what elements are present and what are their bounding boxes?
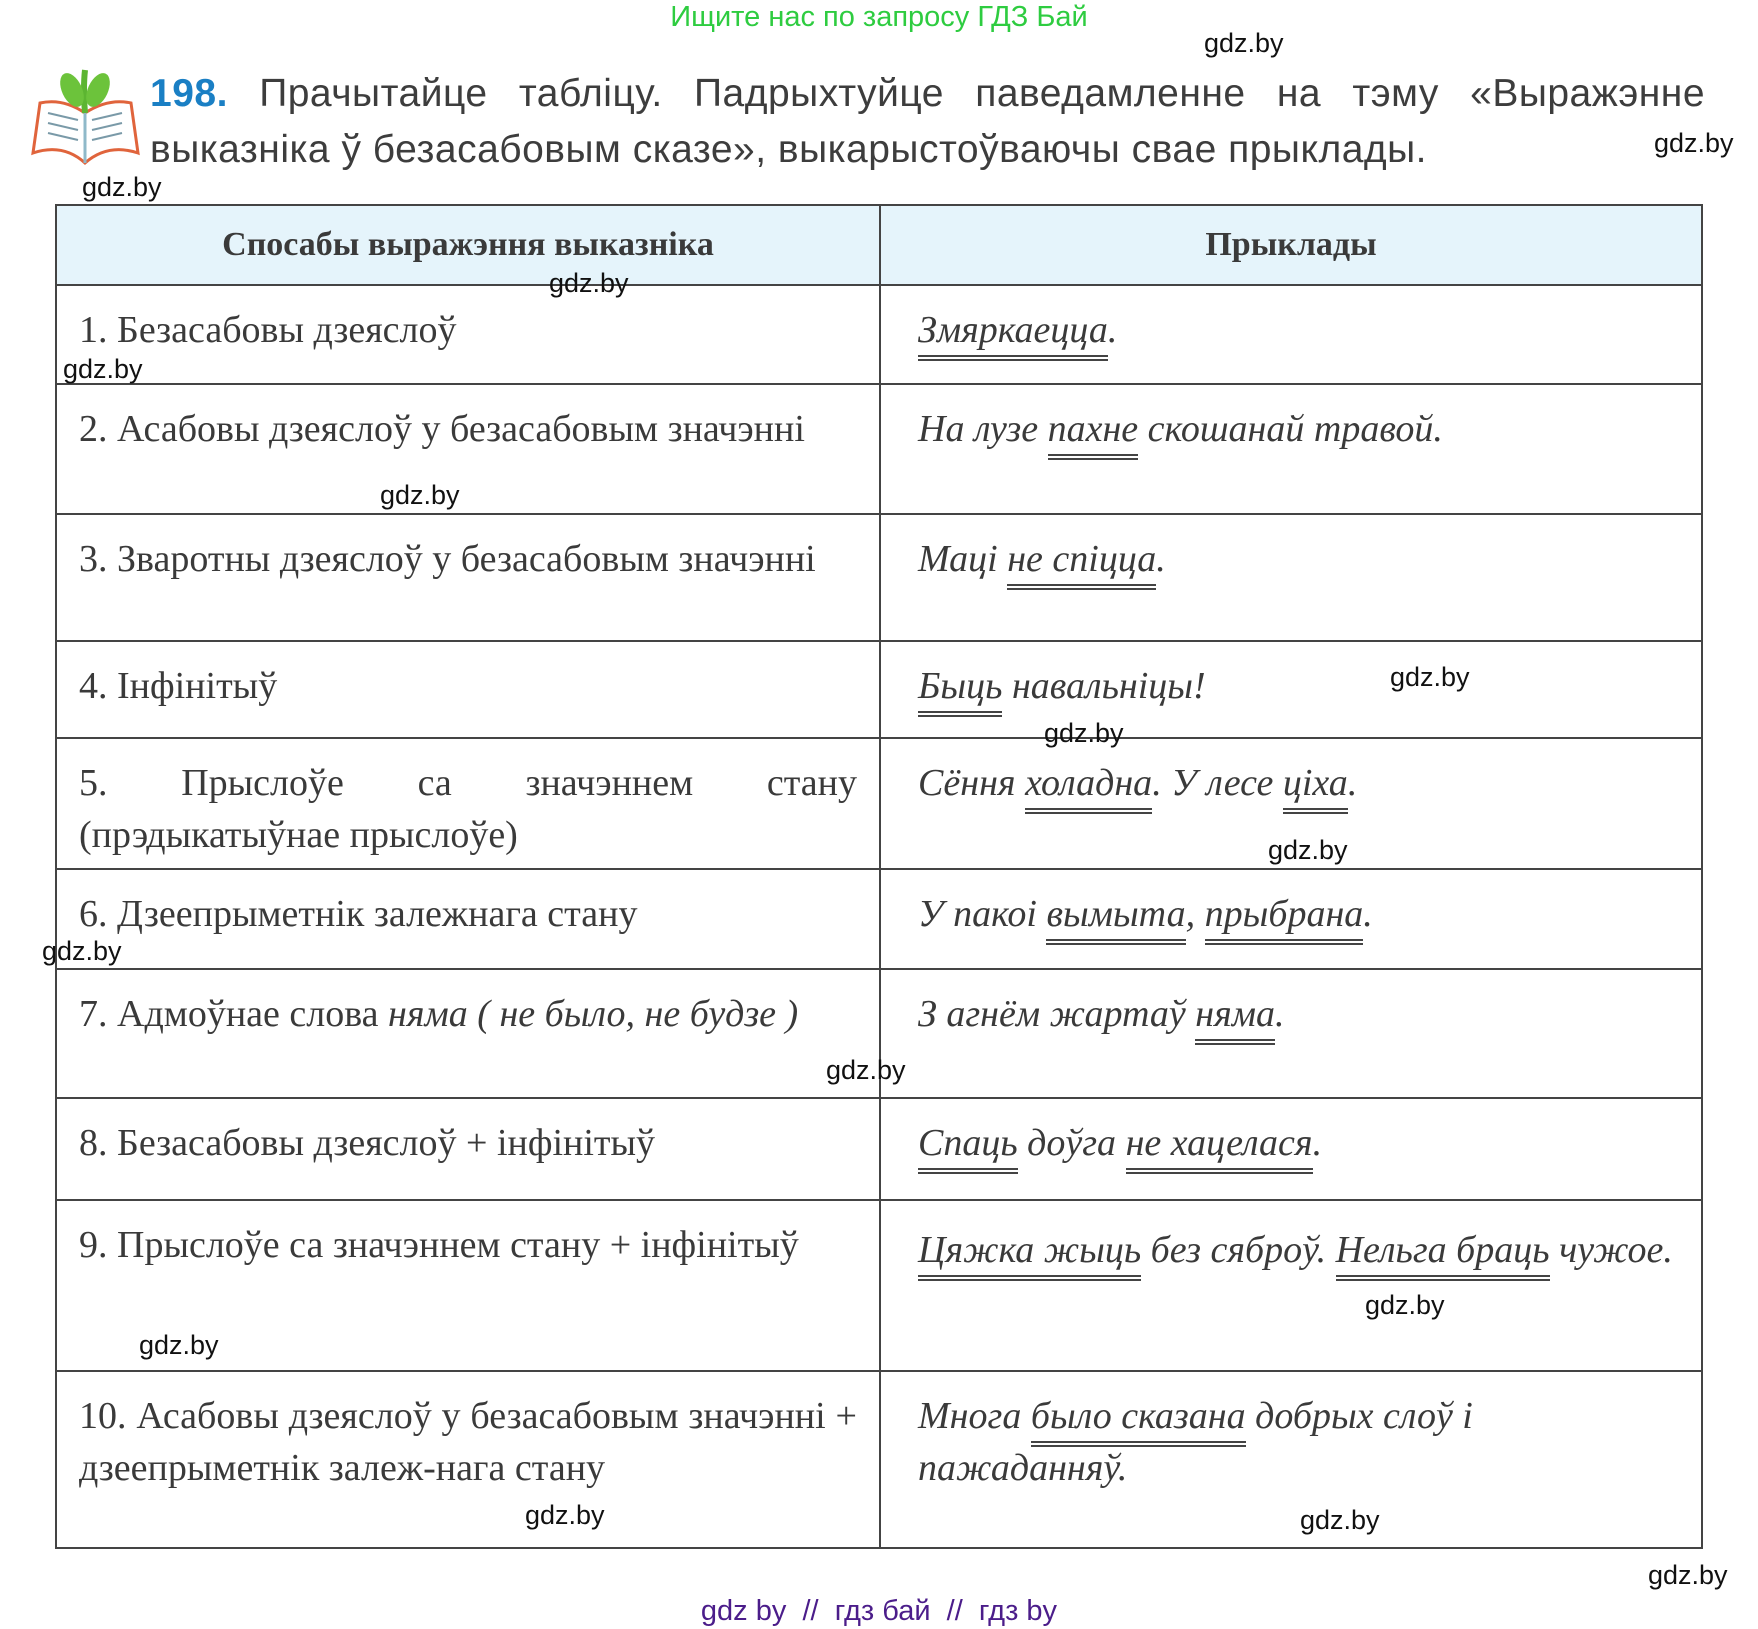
- task-text: [150, 66, 1705, 178]
- text-segment: . У лесе: [1152, 762, 1283, 804]
- predicate-underlined: холадна: [1025, 762, 1152, 814]
- example-cell: [880, 869, 1702, 969]
- predicate-underlined: ціха: [1283, 762, 1348, 814]
- example-cell: [880, 641, 1702, 738]
- text-segment: 9. Прыслоўе са значэннем стану + інфінітыў: [79, 1224, 799, 1266]
- watermark: gdz.by: [1648, 1560, 1728, 1590]
- watermark: gdz.by: [826, 1055, 906, 1085]
- table-row: [56, 514, 1702, 641]
- text-segment: 8. Безасабовы дзеяслоў + інфінітыў: [79, 1122, 656, 1164]
- text-segment: На лузе: [918, 408, 1048, 450]
- watermark: gdz.by: [1654, 128, 1734, 158]
- predicate-underlined: не спіцца: [1007, 538, 1156, 590]
- watermark: gdz.by: [1390, 662, 1470, 692]
- text-segment: 4. Інфінітыў: [79, 665, 278, 707]
- method-cell: [56, 969, 880, 1098]
- book-sprout-icon: [28, 68, 143, 168]
- text-segment: няма ( не было, не будзе ): [388, 993, 799, 1035]
- text-segment: Маці: [918, 538, 1008, 580]
- example-cell: [880, 1098, 1702, 1200]
- method-cell: [56, 514, 880, 641]
- text-segment: 5. Прыслоўе са значэннем стану (прэдыкатыўнае прыслоўе): [79, 762, 857, 856]
- table-row: [56, 869, 1702, 969]
- text-segment: 10. Асабовы дзеяслоў у безасабовым значэнні + дзеепрыметнік залеж-нага стану: [79, 1395, 857, 1489]
- example-cell: [880, 969, 1702, 1098]
- table-row: [56, 1200, 1702, 1371]
- predicate-underlined: Змяркаецца: [918, 309, 1108, 361]
- method-cell: [56, 285, 880, 384]
- example-cell: [880, 1200, 1702, 1371]
- example-cell: [880, 514, 1702, 641]
- table-row: [56, 1098, 1702, 1200]
- text-segment: .: [1347, 762, 1358, 804]
- bottom-banner: gdz by // гдз бай // гдз by: [700, 1595, 1058, 1627]
- method-cell: [56, 1098, 880, 1200]
- text-segment: 2. Асабовы дзеяслоў у безасабовым значэнні: [79, 408, 805, 450]
- text-segment: 1. Безасабовы дзеяслоў: [79, 309, 457, 351]
- watermark: gdz.by: [1268, 835, 1348, 865]
- text-segment: 3. Зваротны дзеяслоў у безасабовым значэнні: [79, 538, 816, 580]
- example-cell: [880, 384, 1702, 514]
- text-segment: доўга: [1017, 1122, 1126, 1164]
- text-segment: ,: [1185, 893, 1205, 935]
- table-row: [56, 1371, 1702, 1548]
- text-segment: Многа: [918, 1395, 1031, 1437]
- text-segment: добрых слоў і пажаданняў.: [918, 1395, 1473, 1489]
- text-segment: Сёння: [918, 762, 1026, 804]
- text-segment: .: [1312, 1122, 1323, 1164]
- table-row: [56, 285, 1702, 384]
- watermark: gdz.by: [1365, 1290, 1445, 1320]
- text-segment: .: [1363, 893, 1373, 935]
- task-instruction: Прачытайце табліцу. Падрыхтуйце паведамленне на тэму «Выражэнне выказніка ў безасабовым сказе», выкарыстоўваючы свае прыклады.: [150, 72, 1706, 171]
- predicate-underlined: Спаць: [918, 1122, 1018, 1174]
- watermark: gdz.by: [82, 172, 162, 202]
- text-segment: скошанай травой.: [1138, 408, 1443, 450]
- method-cell: [56, 738, 880, 869]
- method-cell: [56, 1371, 880, 1548]
- text-segment: .: [1156, 538, 1166, 580]
- text-segment: 6. Дзеепрыметнік залежнага стану: [79, 893, 638, 935]
- watermark: gdz.by: [1300, 1505, 1380, 1535]
- text-segment: навальніцы!: [1002, 665, 1206, 707]
- header-examples: Прыклады: [880, 205, 1702, 285]
- text-segment: 7. Адмоўнае слова: [79, 993, 389, 1035]
- predicate-underlined: Нельга браць: [1336, 1229, 1550, 1281]
- predicate-underlined: пахне: [1048, 408, 1139, 460]
- text-segment: без сяброў.: [1141, 1229, 1336, 1271]
- method-cell: [56, 641, 880, 738]
- table-row: [56, 738, 1702, 869]
- text-segment: чужое.: [1549, 1229, 1673, 1271]
- watermark: gdz.by: [1044, 718, 1124, 748]
- method-cell: [56, 869, 880, 969]
- top-banner: Ищите нас по запросу ГДЗ Бай: [670, 1, 1088, 33]
- watermark: gdz.by: [549, 268, 629, 298]
- predicate-underlined: няма: [1195, 993, 1275, 1045]
- predicate-underlined: не хацелася: [1126, 1122, 1313, 1174]
- predicate-underlined: прыбрана: [1205, 893, 1364, 945]
- header-row: [56, 205, 1702, 285]
- text-segment: У пакоі: [918, 893, 1047, 935]
- predicate-table: [55, 204, 1703, 1549]
- example-cell: [880, 1371, 1702, 1548]
- table-row: [56, 384, 1702, 514]
- watermark: gdz.by: [525, 1500, 605, 1530]
- watermark: gdz.by: [380, 480, 460, 510]
- watermark: gdz.by: [42, 936, 122, 966]
- text-segment: З агнём жартаў: [918, 993, 1196, 1035]
- watermark: gdz.by: [139, 1330, 219, 1360]
- text-segment: .: [1107, 309, 1118, 351]
- text-segment: .: [1275, 993, 1285, 1035]
- task-number: 198.: [150, 72, 228, 115]
- method-cell: [56, 384, 880, 514]
- predicate-underlined: вымыта: [1046, 893, 1185, 945]
- predicate-underlined: Цяжка жыць: [918, 1229, 1141, 1281]
- watermark: gdz.by: [63, 354, 143, 384]
- header-methods: Спосабы выражэння выказніка: [56, 205, 880, 285]
- watermark: gdz.by: [1204, 28, 1284, 58]
- predicate-underlined: было сказана: [1031, 1395, 1246, 1447]
- predicate-underlined: Быць: [918, 665, 1002, 717]
- example-cell: [880, 285, 1702, 384]
